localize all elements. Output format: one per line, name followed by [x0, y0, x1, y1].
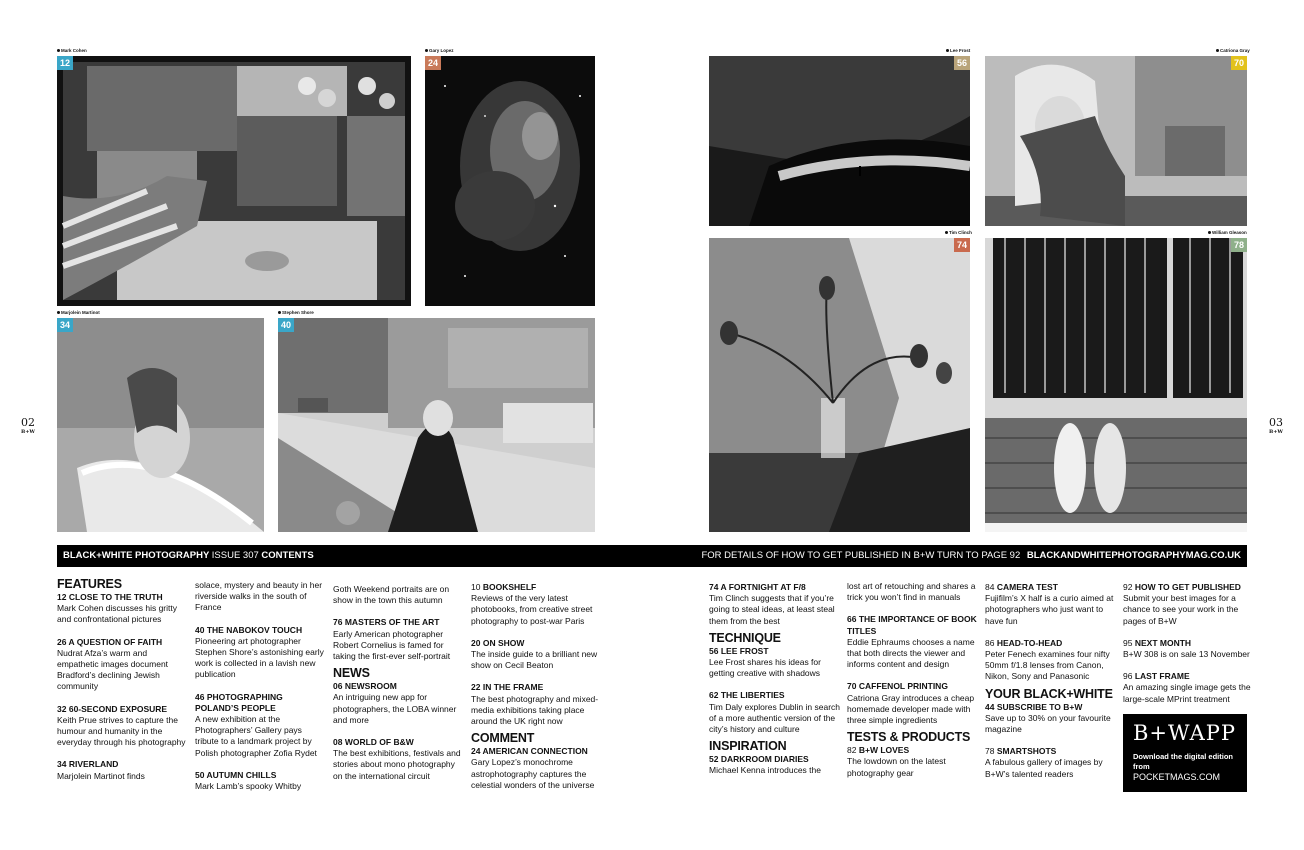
toc-entry[interactable]: 06 NEWSROOM An intriguing new app for photographers, the LOBA winner and more	[333, 681, 457, 725]
folio-mark: B+W	[20, 429, 36, 435]
photo-credit: Marjolein Martinot	[57, 310, 100, 315]
toc-entry[interactable]: 96 LAST FRAME An amazing single image gets the large-scale MPrint treatment	[1123, 671, 1251, 704]
toc-entry[interactable]: 08 WORLD OF B&W The best exhibitions, festivals and stories about mono photography on the international circuit	[333, 737, 461, 781]
toc-entry[interactable]: 44 SUBSCRIBE TO B+W Save up to 30% on your favourite magazine	[985, 701, 1111, 735]
photo-slide[interactable]	[57, 318, 264, 532]
page-badge: 24	[425, 56, 441, 70]
app-store-link[interactable]: POCKETMAGS.COM	[1133, 772, 1221, 782]
credit-dot-icon	[1208, 231, 1211, 234]
toc-entry[interactable]: 40 THE NABOKOV TOUCH Pioneering art photographer Stephen Shore’s astonishing early work is collected in a lavish new publication	[195, 624, 324, 680]
credit-dot-icon	[425, 49, 428, 52]
toc-entry[interactable]: 22 IN THE FRAME The best photography and mixed-media exhibitions taking place around the UK right now	[471, 682, 599, 727]
toc-entry[interactable]: 50 AUTUMN CHILLS Mark Lamb’s spooky Whitby	[195, 769, 302, 792]
photo-nebula[interactable]	[425, 56, 595, 306]
toc-entry[interactable]: 24 AMERICAN CONNECTION Gary Lopez’s monochrome astrophotography captures the celestial wonders of the universe	[471, 746, 595, 790]
toc-column-3	[333, 584, 465, 782]
toc-entry[interactable]: 20 ON SHOW The inside guide to a brilliant new show on Cecil Beaton	[471, 637, 598, 671]
toc-column-2	[195, 580, 327, 792]
photo-credit: Tim Clinch	[945, 230, 972, 235]
toc-entry[interactable]: 74 A FORTNIGHT AT F/8 Tim Clinch suggests that if you’re going to steal ideas, at least steal them from the best	[709, 582, 835, 626]
toc-column-7	[985, 582, 1117, 780]
page-number: 03	[1269, 416, 1283, 429]
folio-left	[13, 416, 43, 435]
photo-credit: William Gleason	[1208, 230, 1247, 235]
page-badge: 40	[278, 318, 294, 332]
issue-label: ISSUE 307	[211, 550, 259, 561]
photo-credit: Stephen Shore	[278, 310, 314, 315]
toc-entry[interactable]: 10 BOOKSHELF Reviews of the very latest photobooks, from creative street photography to post-war Paris	[471, 582, 593, 626]
folio-mark: B+W	[1268, 429, 1284, 435]
page-badge: 70	[1231, 56, 1247, 70]
toc-entry[interactable]: 26 A QUESTION OF FAITH Nudrat Afza’s warm and empathetic images document Bradford’s declining Jewish community	[57, 636, 169, 692]
credit-dot-icon	[946, 49, 949, 52]
bar-right	[701, 545, 1241, 567]
section-heading: TESTS & PRODUCTS	[847, 730, 971, 745]
photo-credit: Gary Lopez	[425, 48, 454, 53]
credit-dot-icon	[945, 231, 948, 234]
publish-info: FOR DETAILS OF HOW TO GET PUBLISHED IN B+W TURN TO PAGE 92	[701, 550, 1021, 561]
credit-dot-icon	[278, 311, 281, 314]
photo-tunnel[interactable]	[709, 56, 970, 226]
toc-entry[interactable]: 66 THE IMPORTANCE OF BOOK TITLES Eddie Ephraums chooses a name that both directs the viewer and informs content and design	[847, 614, 977, 670]
toc-column-8	[1123, 582, 1255, 705]
toc-continuation: Goth Weekend portraits are on show in the town this autumn	[333, 584, 450, 606]
credit-dot-icon	[57, 49, 60, 52]
toc-column-5	[709, 582, 841, 777]
bar-left	[63, 545, 314, 567]
toc-continuation: solace, mystery and beauty in her riverside walks in the south of France	[195, 580, 323, 613]
page-badge: 78	[1231, 238, 1247, 252]
photo-tulips[interactable]	[709, 238, 970, 532]
page-badge: 74	[954, 238, 970, 252]
contents-label: CONTENTS	[261, 550, 314, 561]
app-promo-box[interactable]	[1123, 714, 1247, 792]
toc-column-1	[57, 578, 189, 782]
toc-entry[interactable]: 34 RIVERLAND Marjolein Martinot finds	[57, 759, 145, 781]
toc-entry[interactable]: 95 NEXT MONTH B+W 308 is on sale 13 November	[1123, 637, 1250, 660]
section-heading: INSPIRATION	[709, 739, 787, 754]
toc-entry[interactable]: 78 SMARTSHOTS A fabulous gallery of images by B+W’s talented readers	[985, 746, 1103, 779]
toc-entry[interactable]: 56 LEE FROST Lee Frost shares his ideas for getting creative with shadows	[709, 645, 821, 679]
toc-entry[interactable]: 62 THE LIBERTIES Tim Daly explores Dublin in search of a more authentic version of the city’s history and culture	[709, 690, 841, 735]
toc-entry[interactable]: 32 60-SECOND EXPOSURE Keith Prue strives to capture the humour and humanity in the everyday through his photography	[57, 703, 186, 748]
photo-gumball[interactable]	[57, 56, 411, 306]
photo-girl[interactable]	[985, 56, 1247, 226]
toc-column-6	[847, 581, 979, 779]
credit-dot-icon	[57, 311, 60, 314]
credit-dot-icon	[1216, 49, 1219, 52]
app-logo: B+WAPP	[1133, 721, 1236, 745]
section-heading: YOUR BLACK+WHITE	[985, 686, 1113, 701]
toc-entry[interactable]: 84 CAMERA TEST Fujifilm’s X half is a curio aimed at photographers who just want to have fun	[985, 582, 1114, 626]
toc-column-4	[471, 582, 603, 791]
photo-credit: Catriona Gray	[1216, 48, 1250, 53]
page-badge: 56	[954, 56, 970, 70]
toc-continuation: lost art of retouching and shares a trick you won’t find in manuals	[847, 581, 976, 603]
toc-entry[interactable]: 12 CLOSE TO THE TRUTH Mark Cohen discusses his gritty and confrontational pictures	[57, 592, 177, 625]
app-download-text: Download the digital edition from	[1133, 752, 1233, 771]
section-heading: NEWS	[333, 666, 370, 681]
folio-right	[1261, 416, 1291, 435]
toc-entry[interactable]: 46 PHOTOGRAPHING POLAND’S PEOPLE A new exhibition at the Photographers’ Gallery pays tribute to a landmark project by Polish photographer Zofia Rydet	[195, 691, 317, 758]
website-link[interactable]: BLACKANDWHITEPHOTOGRAPHYMAG.CO.UK	[1026, 550, 1241, 561]
photo-street[interactable]	[278, 318, 595, 532]
contents-bar	[57, 545, 1247, 567]
toc-entry[interactable]: 76 MASTERS OF THE ART Early American photographer Robert Cornelius is famed for taking the first-ever self-portrait	[333, 617, 451, 662]
page-badge: 12	[57, 56, 73, 70]
section-heading: FEATURES	[57, 577, 122, 591]
section-heading: TECHNIQUE	[709, 630, 781, 645]
toc-entry[interactable]: 70 CAFFENOL PRINTING Catriona Gray introduces a cheap homemade developer made with three simple ingredients	[847, 681, 975, 726]
photo-credit: Lee Frost	[946, 48, 970, 53]
page-badge: 34	[57, 318, 73, 332]
toc-entry[interactable]: 86 HEAD-TO-HEAD Peter Fenech examines four nifty 50mm f/1.8 lenses from Canon, Nikon, Sony and Panasonic	[985, 637, 1110, 682]
magazine-title: BLACK+WHITE PHOTOGRAPHY	[63, 550, 210, 561]
photo-dogs[interactable]	[985, 238, 1247, 532]
photo-credit: Mark Cohen	[57, 48, 87, 53]
page-number: 02	[21, 416, 35, 429]
toc-entry[interactable]: 92 HOW TO GET PUBLISHED Submit your best images for a chance to see your work in the pages of B+W	[1123, 582, 1241, 626]
toc-entry[interactable]: 82 B+W LOVES The lowdown on the latest photography gear	[847, 745, 946, 778]
section-heading: COMMENT	[471, 731, 535, 746]
toc-entry[interactable]: 52 DARKROOM DIARIES Michael Kenna introduces the	[709, 754, 821, 776]
